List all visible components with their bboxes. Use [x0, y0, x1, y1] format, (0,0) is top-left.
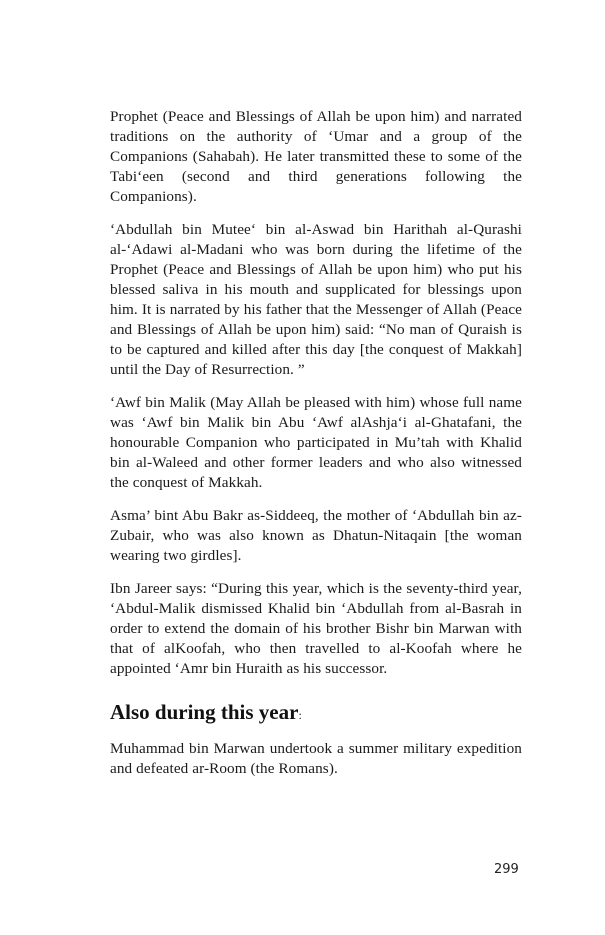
paragraph-prophet-narrated: Prophet (Peace and Blessings of Allah be upon him) and narrated traditions on the authority of ‘Umar and a group of the Companions (Sahabah). He later transmitted these to some of the Tabi‘een (second and third generations following the Companions). — [110, 108, 522, 205]
paragraph-awf-bin-malik: ‘Awf bin Malik (May Allah be pleased with him) whose full name was ‘Awf bin Malik bin Abu ‘Awf alAshja‘i al-Ghatafani, the honourable Companion who participated in Mu’tah with Khalid bin al-Waleed and other former leaders and who also witnessed the conquest of Makkah. — [110, 394, 522, 491]
paragraph-muhammad-bin-marwan: Muhammad bin Marwan undertook a summer military expedition and defeated ar-Room (the Romans). — [110, 740, 522, 777]
paragraph-abdullah-bin-mutee: ‘Abdullah bin Mutee‘ bin al-Aswad bin Harithah al-Qurashi al-‘Adawi al-Madani who was born during the lifetime of the Prophet (Peace and Blessings of Allah be upon him) who put his blessed saliva in his mouth and supplicated for blessings upon him. It is narrated by his father that the Messenger of Allah (Peace and Blessings of Allah be upon him) said: “No man of Quraish is to be captured and killed after this day [the conquest of Makkah] until the Day of Resurrection. ” — [110, 221, 522, 378]
section-heading-text: Also during this year — [110, 700, 299, 724]
page-number: 299 — [494, 862, 519, 877]
section-heading-colon: : — [298, 708, 302, 722]
section-heading — [110, 699, 522, 728]
page-body — [110, 107, 522, 792]
paragraph-ibn-jareer: Ibn Jareer says: “During this year, which is the seventy-third year, ‘Abdul-Malik dismissed Khalid bin ‘Abdullah from al-Basrah in order to extend the domain of his brother Bishr bin Marwan with that of alKoofah, who then travelled to al-Koofah where he appointed ‘Amr bin Huraith as his successor. — [110, 580, 522, 677]
paragraph-asma-bint-abu-bakr: Asma’ bint Abu Bakr as-Siddeeq, the mother of ‘Abdullah bin az-Zubair, who was also known as Dhatun-Nitaqain [the woman wearing two girdles]. — [110, 507, 522, 564]
